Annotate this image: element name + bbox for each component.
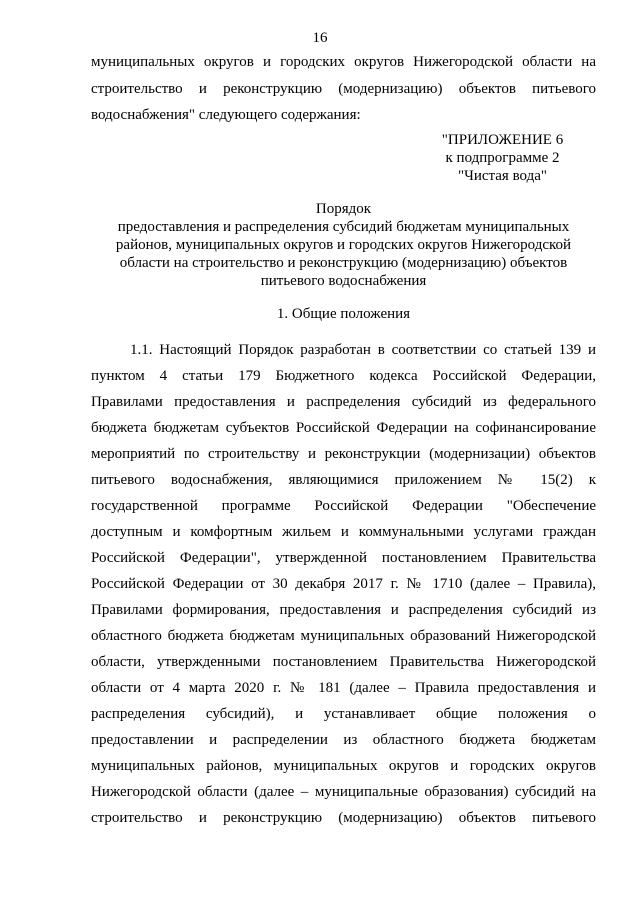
paragraph-line: Нижегородской области (далее – муниципальные образования) субсидий на [91,784,596,800]
paragraph-line: Российской Федерации от 30 декабря 2017 г. № 1710 (далее – Правила), [91,576,596,592]
intro-line: строительство и реконструкцию (модернизацию) объектов питьевого [91,81,596,97]
paragraph-line: мероприятий по строительству и реконструкции (модернизации) объектов [91,446,596,462]
appendix-line: "Чистая вода" [457,168,548,184]
paragraph-line: области от 4 марта 2020 г. № 181 (далее – Правила предоставления и [91,680,596,696]
document-title-line: районов, муниципальных округов и городских округов Нижегородской [115,237,572,253]
paragraph-line: предоставлении и распределении из областного бюджета бюджетам [91,732,596,748]
paragraph-line: доступным и комфортным жильем и коммунальными услугами граждан [91,524,596,540]
intro-line: водоснабжения" следующего содержания: [91,107,361,123]
paragraph-line: 1.1. Настоящий Порядок разработан в соответствии со статьей 139 и [130,342,596,358]
section-heading: 1. Общие положения [276,306,411,322]
document-title-line: питьевого водоснабжения [260,273,427,289]
page-number: 16 [312,30,328,46]
paragraph-line: областного бюджета бюджетам муниципальных образований Нижегородской [91,628,596,644]
paragraph-line: Правилами формирования, предоставления и распределения субсидий из [91,602,596,618]
paragraph-line: муниципальных районов, муниципальных округов и городских округов [91,758,596,774]
paragraph-line: Российской Федерации", утвержденной постановлением Правительства [91,550,596,566]
paragraph-line: распределения субсидий), и устанавливает общие положения о [91,706,596,722]
paragraph-line: государственной программе Российской Федерации "Обеспечение [91,498,596,514]
document-title: Порядок [315,201,372,217]
document-title-line: области на строительство и реконструкцию (модернизацию) объектов [119,255,568,271]
paragraph-line: области, утвержденными постановлением Правительства Нижегородской [91,654,596,670]
intro-line: муниципальных округов и городских округов Нижегородской области на [91,54,596,70]
paragraph-line: бюджета бюджетам субъектов Российской Федерации на софинансирование [91,420,596,436]
paragraph-line: строительство и реконструкцию (модернизацию) объектов питьевого [91,810,596,826]
appendix-line: к подпрограмме 2 [445,150,560,166]
paragraph-line: пунктом 4 статьи 179 Бюджетного кодекса Российской Федерации, [91,368,596,384]
document-title-line: предоставления и распределения субсидий бюджетам муниципальных [117,219,570,235]
appendix-line: "ПРИЛОЖЕНИЕ 6 [441,132,564,148]
paragraph-line: Правилами предоставления и распределения субсидий из федерального [91,394,596,410]
paragraph-line: питьевого водоснабжения, являющимися приложением № 15(2) к [91,472,596,488]
